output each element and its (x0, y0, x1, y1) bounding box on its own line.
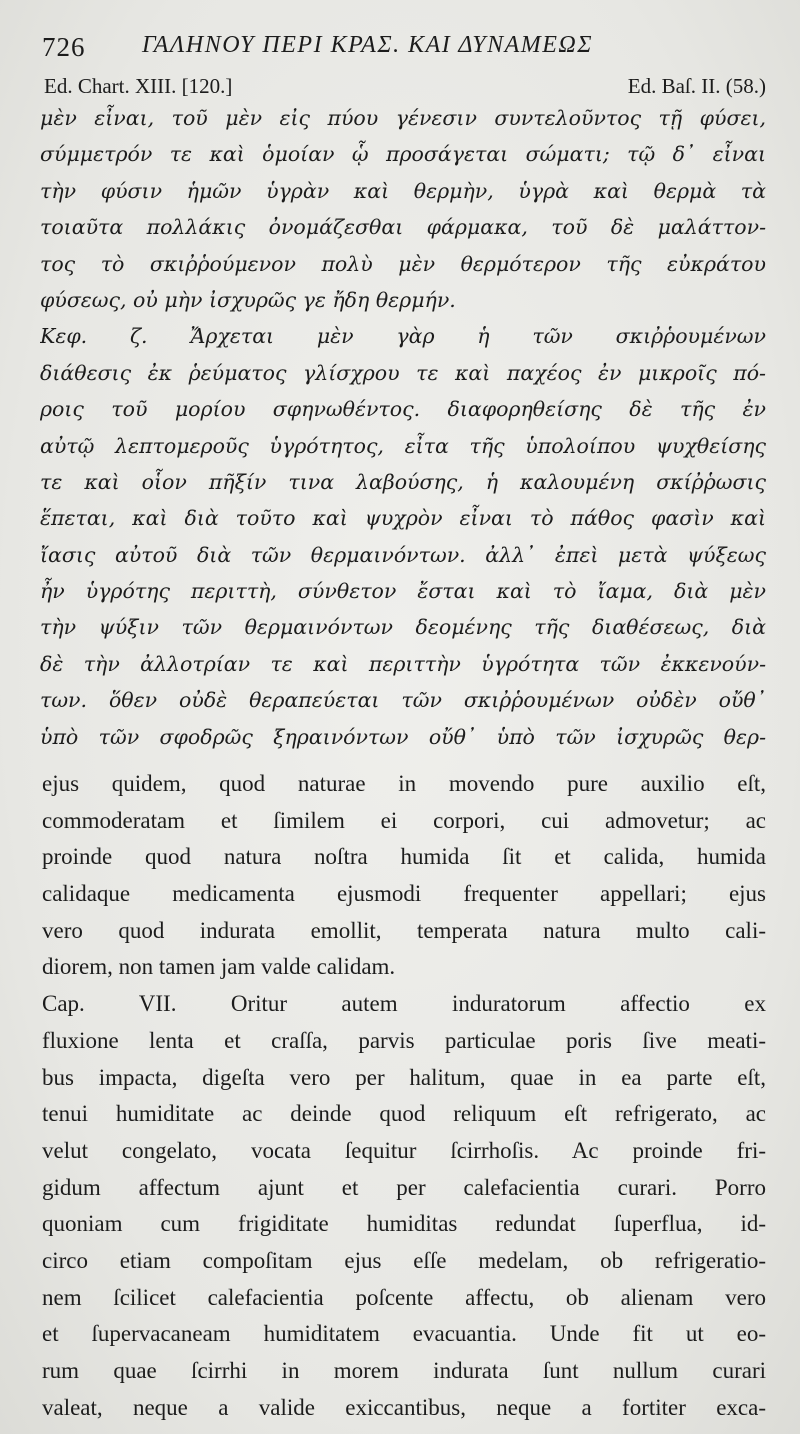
latin-text-line: bus impacta, digeſta vero per halitum, quae in ea parte eſt, (42, 1064, 766, 1090)
latin-text-line: fluxione lenta et craſſa, parvis particulae poris ſive meati- (42, 1027, 766, 1053)
running-head (42, 30, 782, 62)
latin-text-line: tenui humiditate ac deinde quod reliquum eſt refrigerato, ac (42, 1101, 766, 1127)
greek-text-line: των. ὅθεν οὐδὲ θεραπεύεται τῶν σκιῤῥουμένων οὐδὲν οὔθ᾽ (40, 688, 766, 713)
greek-text-line: ὑπὸ τῶν σφοδρῶς ξηραινόντων οὔθ᾽ ὑπὸ τῶν ἰσχυρῶς θερ- (40, 724, 766, 749)
edition-reference-basel: Ed. Baſ. II. (58.) (627, 74, 766, 98)
greek-text-line: τὴν ψύξιν τῶν θερμαινόντων δεομένης τῆς διαθέσεως, διὰ (40, 615, 766, 640)
latin-text-line: nem ſcilicet calefacientia poſcente affectu, ob alienam vero (42, 1284, 766, 1310)
latin-text-line: diorem, non tamen jam valde calidam. (42, 954, 396, 980)
greek-text-block (40, 100, 766, 755)
edition-reference-chartier: Ed. Chart. XIII. [120.] (44, 74, 233, 98)
greek-text-line: τε καὶ οἷον πῆξίν τινα λαβούσης, ἡ καλουμένη σκίῤῥωσις (40, 469, 766, 494)
latin-text-line: velut congelato, vocata ſequitur ſcirrhoſis. Ac proinde fri- (42, 1137, 766, 1163)
latin-text-line: quoniam cum frigiditate humiditas redundat ſuperflua, id- (42, 1211, 766, 1237)
running-title: ΓΑΛΗΝΟΥ ΠΕΡΙ ΚΡΑΣ. ΚΑΙ ΔΥΝΑΜΕΩΣ (142, 32, 594, 58)
greek-text-line: μὲν εἶναι, τοῦ μὲν εἰς πύου γένεσιν συντελοῦντος τῇ φύσει, (40, 106, 766, 130)
greek-text-line: τὴν φύσιν ἡμῶν ὑγρὰν καὶ θερμὴν, ὑγρὰ καὶ θερμὰ τὰ (40, 178, 766, 203)
greek-text-line: διάθεσις ἐκ ῥεύματος γλίσχρου τε καὶ παχέος ἐν μικροῖς πό- (40, 360, 766, 385)
greek-text-line: ροις τοῦ μορίου σφηνωθέντος. διαφορηθείσης δὲ τῆς ἐν (40, 397, 766, 422)
latin-text-line: ejus quidem, quod naturae in movendo pure auxilio eſt, (42, 771, 766, 796)
latin-text-line: valeat, neque a valide exiccantibus, neque a fortiter exca- (42, 1394, 766, 1420)
greek-text-line: σύμμετρόν τε καὶ ὁμοίαν ᾧ προσάγεται σώματι; τῷ δ᾽ εἶναι (40, 142, 766, 167)
latin-text-line: commoderatam et ſimilem ei corpori, cui admovetur; ac (42, 807, 766, 833)
greek-text-line: τοιαῦτα πολλάκις ὀνομάζεσθαι φάρμακα, τοῦ δὲ μαλάττον- (40, 215, 766, 240)
greek-text-line: ἕπεται, καὶ διὰ τοῦτο καὶ ψυχρὸν εἶναι τὸ πάθος φασὶν καὶ (40, 506, 766, 531)
latin-text-line: rum quae ſcirrhi in morem indurata ſunt nullum curari (42, 1358, 766, 1383)
latin-text-line: gidum affectum ajunt et per calefacientia curari. Porro (42, 1174, 766, 1200)
latin-text-line: vero quod indurata emollit, temperata natura multo cali- (42, 917, 766, 943)
greek-text-line: ἦν ὑγρότης περιττὴ, σύνθετον ἔσται καὶ τὸ ἴαμα, διὰ μὲν (40, 579, 766, 604)
greek-text-line: δὲ τὴν ἀλλοτρίαν τε καὶ περιττὴν ὑγρότητα τῶν ἐκκενούν- (40, 651, 766, 676)
greek-text-line: ἴασις αὐτοῦ διὰ τῶν θερμαινόντων. ἀλλ᾽ ἐπεὶ μετὰ ψύξεως (40, 542, 766, 567)
page-number: 726 (42, 32, 86, 62)
greek-text-line: τος τὸ σκιῤῥούμενον πολὺ μὲν θερμότερον τῆς εὐκράτου (40, 251, 766, 276)
latin-text-line: circo etiam compoſitam ejus eſſe medelam, ob refrigeratio- (42, 1247, 766, 1273)
latin-text-block (42, 766, 766, 1426)
latin-text-line: Cap. VII. Oritur autem induratorum affectio ex (42, 991, 766, 1017)
greek-text-line: Κεφ. ζ. Ἄρχεται μὲν γὰρ ἡ τῶν σκιῤῥουμένων (40, 324, 766, 349)
greek-text-line: φύσεως, οὐ μὴν ἰσχυρῶς γε ἤδη θερμήν. (40, 287, 456, 312)
latin-text-line: calidaque medicamenta ejusmodi frequenter appellari; ejus (42, 881, 766, 907)
edition-reference-line (44, 74, 766, 102)
latin-text-line: proinde quod natura noſtra humida ſit et calida, humida (42, 844, 766, 870)
greek-text-line: αὐτῷ λεπτομεροῦς ὑγρότητος, εἶτα τῆς ὑπολοίπου ψυχθείσης (40, 433, 766, 458)
latin-text-line: et ſupervacaneam humiditatem evacuantia. Unde fit ut eo- (42, 1321, 766, 1347)
